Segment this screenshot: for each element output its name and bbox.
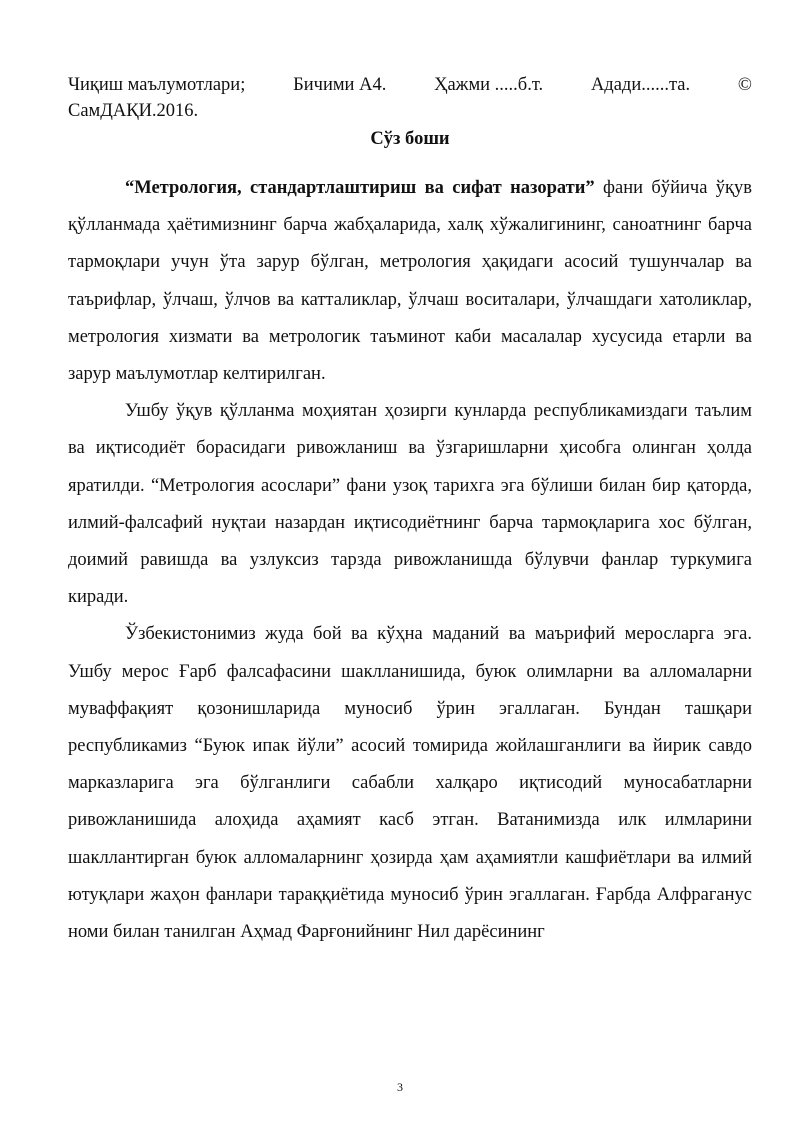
document-page — [68, 72, 752, 951]
section-heading: Сўз боши — [370, 129, 450, 149]
output-info-volume: Ҳажми .....б.т. — [434, 75, 544, 95]
output-info-format: Бичими А4. — [293, 75, 387, 95]
output-info-label: Чиқиш маълумотлари; — [68, 75, 246, 95]
copyright-symbol: © — [737, 75, 752, 95]
paragraph-3: Ўзбекистонимиз жуда бой ва кўҳна маданий ва маърифий меросларга эга. Ушбу мерос Ғарб фалсафасини шаклланишида, буюк олимларни ва алломаларни муваффақият қозонишларида муносиб ўрин эгаллаган. Бундан ташқари республикамиз “Буюк ипак йўли” асосий томирида жойлашганлиги ва йирик савдо марказларига эга бўлганлиги сабабли халқаро иқтисодий муносабатларни ривожланишида алоҳида аҳамият касб этган. Ватанимизда илк илмларини шакллантирган буюк алломаларнинг ҳозирда ҳам аҳамиятли кашфиётлари ва илмий ютуқлари жаҳон фанлари тараққиётида муносиб ўрин эгаллаган. Ғарбда Алфраганус номи билан танилган Аҳмад Фарғонийнинг Нил дарёсининг — [68, 624, 752, 943]
output-info-copies: Адади......та. — [590, 75, 691, 95]
paragraph-1 — [68, 170, 752, 393]
paragraph-1-bold-title: “Метрология, стандартлаштириш ва сифат назорати” — [125, 178, 595, 198]
output-info-line — [68, 72, 752, 98]
paragraph-1-text: фани бўйича ўқув қўлланмада ҳаётимизнинг барча жабҳаларида, халқ хўжалигининг, саноатнинг барча тармоқлари учун ўта зарур бўлган, метрология ҳақидаги асосий тушунчалар ва таърифлар, ўлчаш, ўлчов ва катталиклар, ўлчаш воситалари, ўлчашдаги хатоликлар, метрология хизмати ва метрологик таъминот каби масалалар хусусида етарли ва зарур маълумотлар келтирилган. — [68, 178, 753, 385]
paragraph-2: Ушбу ўқув қўлланма моҳиятан ҳозирги кунларда республикамиздаги таълим ва иқтисодиёт борасидаги ривожланиш ва ўзгаришларни ҳисобга олинган ҳолда яратилди. “Метрология асослари” фани узоқ тарихга эга бўлиши билан бир қаторда, илмий-фалсафий нуқтаи назардан иқтисодиётнинг барча тармоқларига хос бўлган, доимий равишда ва узлуксиз тарзда ривожланишда бўлувчи фанлар туркумига киради. — [68, 401, 752, 608]
publisher-line: СамДАҚИ.2016. — [68, 101, 199, 121]
page-number: 3 — [397, 1080, 403, 1094]
